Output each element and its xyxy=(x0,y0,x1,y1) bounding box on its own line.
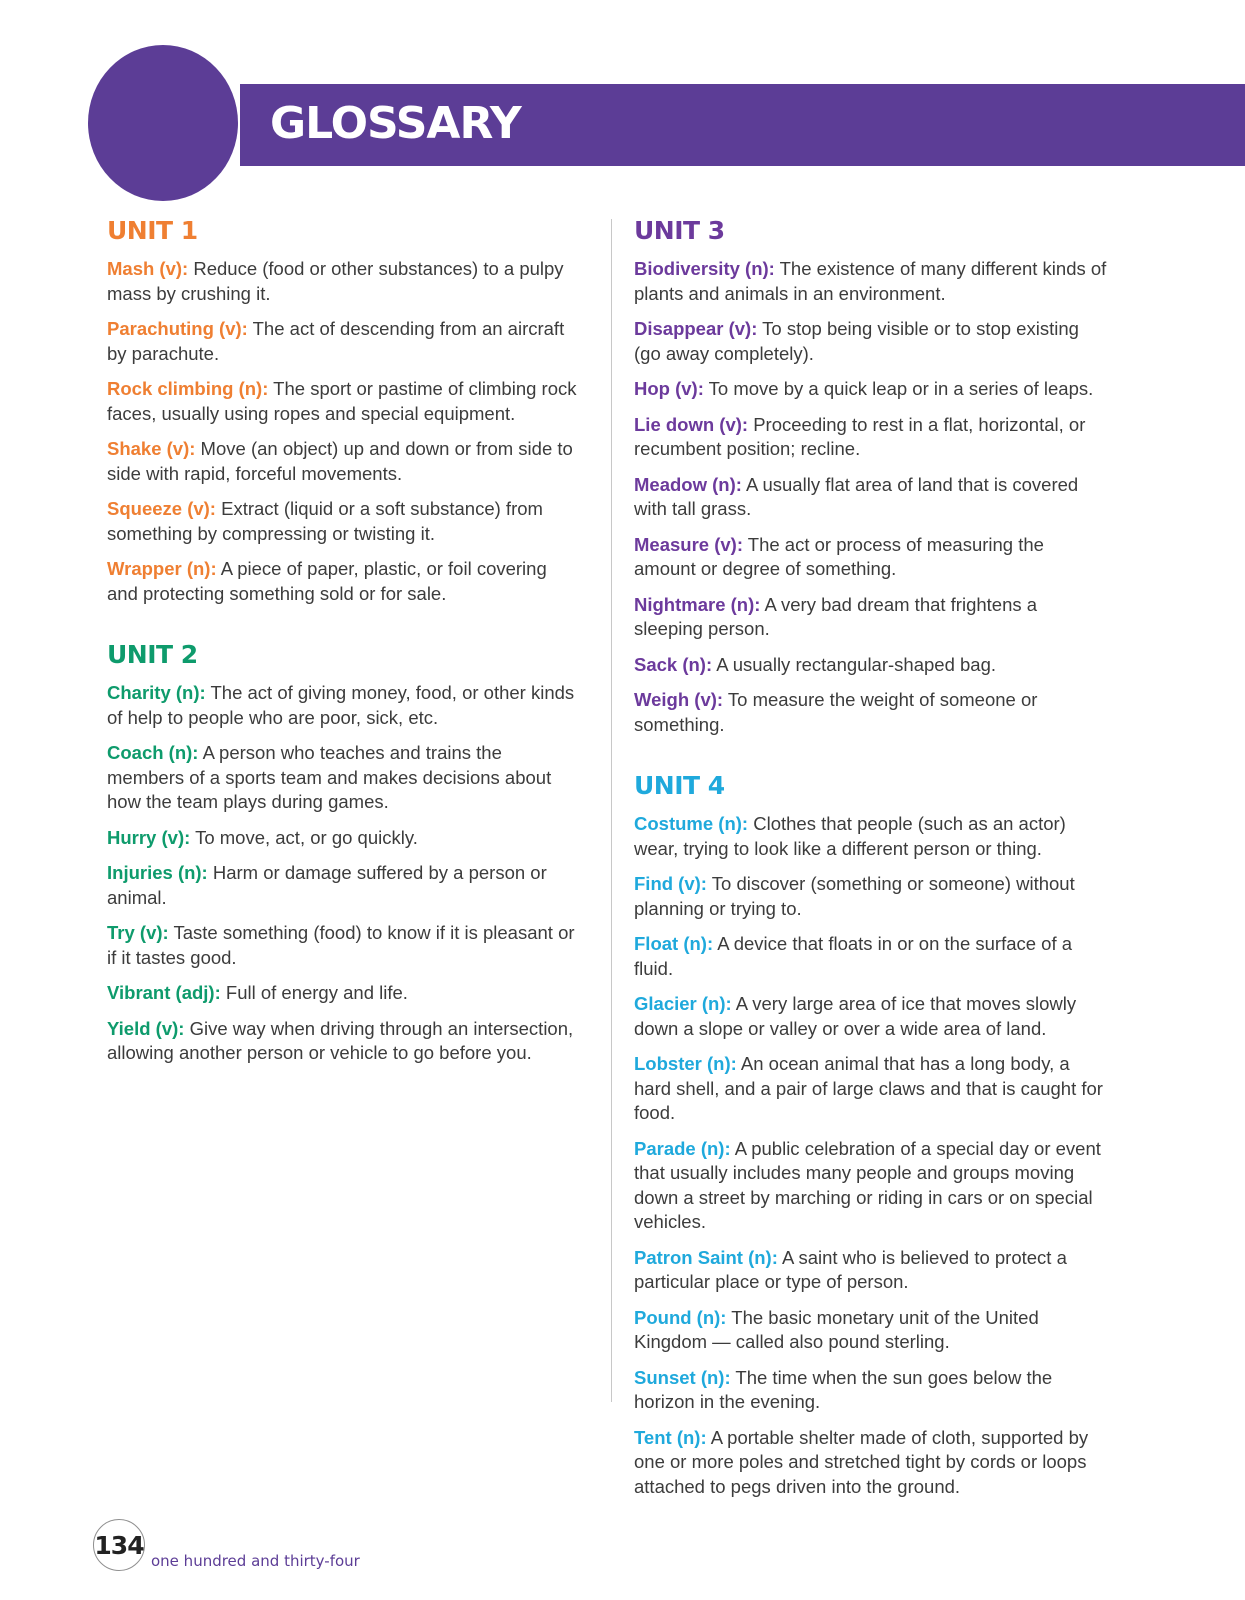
entry-term: Hop (v): xyxy=(634,378,704,399)
entry-term: Shake (v): xyxy=(107,438,196,459)
entry-definition: A person who teaches and trains the members of a sports team and makes decisions about how the team plays during games. xyxy=(107,742,552,812)
glossary-entry xyxy=(107,257,577,306)
entry-definition: To discover (something or someone) without planning or trying to. xyxy=(634,873,1075,919)
entry-definition: An ocean animal that has a long body, a hard shell, and a pair of large claws and that is caught for food. xyxy=(634,1053,1103,1123)
entry-term: Float (n): xyxy=(634,933,714,954)
entry-definition: A very large area of ice that moves slowly down a slope or valley or over a wide area of land. xyxy=(634,993,1077,1039)
entry-definition: A piece of paper, plastic, or foil covering and protecting something sold or for sale. xyxy=(107,558,547,604)
page-number: 134 xyxy=(94,1531,144,1560)
entry-term: Squeeze (v): xyxy=(107,498,216,519)
entry-term: Biodiversity (n): xyxy=(634,258,775,279)
entry-term: Disappear (v): xyxy=(634,318,758,339)
right-column xyxy=(634,216,1109,1533)
glossary-entry xyxy=(634,1137,1109,1235)
entry-definition: To measure the weight of someone or something. xyxy=(634,689,1038,735)
entry-definition: The act of giving money, food, or other kinds of help to people who are poor, sick, etc. xyxy=(107,682,575,728)
entry-term: Rock climbing (n): xyxy=(107,378,269,399)
glossary-entry xyxy=(107,741,577,815)
unit-1-section xyxy=(107,216,577,606)
entry-term: Mash (v): xyxy=(107,258,189,279)
entry-term: Sack (n): xyxy=(634,653,713,675)
entry-definition: A usually flat area of land that is covered with tall grass. xyxy=(634,473,1079,519)
entry-term: Yield (v): xyxy=(107,1017,185,1039)
unit-heading: UNIT 4 xyxy=(634,771,725,800)
glossary-entry xyxy=(634,257,1109,306)
glossary-entry xyxy=(107,826,577,851)
entry-term: Nightmare (n): xyxy=(634,593,761,615)
entry-term: Pound (n): xyxy=(634,1306,727,1328)
entry-definition: Proceeding to rest in a flat, horizontal, or recumbent position; recline. xyxy=(634,413,1086,459)
glossary-entry xyxy=(107,557,577,606)
unit-heading: UNIT 2 xyxy=(107,640,198,669)
entry-definition: The sport or pastime of climbing rock faces, usually using ropes and special equipment. xyxy=(107,378,577,424)
column-divider xyxy=(611,219,612,1402)
left-column xyxy=(107,216,577,1100)
unit-heading: UNIT 3 xyxy=(634,216,725,245)
glossary-entry xyxy=(107,981,577,1006)
page-number-words: one hundred and thirty-four xyxy=(151,1552,360,1570)
entry-definition: A device that floats in or on the surface of a fluid. xyxy=(634,933,1073,979)
glossary-entry xyxy=(107,1017,577,1066)
glossary-entry xyxy=(634,688,1109,737)
unit-2-section xyxy=(107,640,577,1066)
entry-term: Patron Saint (n): xyxy=(634,1246,778,1268)
entry-definition: A very bad dream that frightens a sleeping person. xyxy=(634,593,1038,639)
glossary-entry xyxy=(634,932,1109,981)
entry-definition: The act or process of measuring the amount or degree of something. xyxy=(634,533,1044,579)
entry-term: Weigh (v): xyxy=(634,689,724,710)
glossary-entry xyxy=(107,861,577,910)
entry-term: Tent (n): xyxy=(634,1426,707,1448)
entry-term: Costume (n): xyxy=(634,813,749,834)
entry-definition: Move (an object) up and down or from side to side with rapid, forceful movements. xyxy=(107,438,573,484)
entry-definition: Clothes that people (such as an actor) wear, trying to look like a different person or thing. xyxy=(634,813,1066,859)
glossary-entry xyxy=(634,653,1109,678)
entry-term: Try (v): xyxy=(107,922,169,943)
entry-term: Parachuting (v): xyxy=(107,318,248,339)
entry-term: Measure (v): xyxy=(634,533,743,555)
glossary-entry xyxy=(634,812,1109,861)
entry-definition: A saint who is believed to protect a particular place or type of person. xyxy=(634,1246,1067,1292)
entry-definition: Extract (liquid or a soft substance) from something by compressing or twisting it. xyxy=(107,498,543,544)
unit-4-section xyxy=(634,771,1109,1499)
entry-definition: To move, act, or go quickly. xyxy=(190,826,418,848)
glossary-entry xyxy=(634,872,1109,921)
entry-term: Vibrant (adj): xyxy=(107,982,221,1003)
entry-definition: Taste something (food) to know if it is pleasant or if it tastes good. xyxy=(107,922,575,968)
glossary-entry xyxy=(634,317,1109,366)
entry-definition: The existence of many different kinds of plants and animals in an environment. xyxy=(634,258,1107,304)
entry-definition: A usually rectangular-shaped bag. xyxy=(712,653,996,675)
entry-definition: Reduce (food or other substances) to a pulpy mass by crushing it. xyxy=(107,258,564,304)
glossary-entry xyxy=(634,1052,1109,1126)
entry-definition: The act of descending from an aircraft by parachute. xyxy=(107,318,565,364)
entry-definition: The basic monetary unit of the United Kingdom — called also pound sterling. xyxy=(634,1306,1039,1352)
glossary-entry xyxy=(634,593,1109,642)
entry-definition: Give way when driving through an intersection, allowing another person or vehicle to go before you. xyxy=(107,1017,574,1063)
glossary-entry xyxy=(634,1426,1109,1500)
entry-definition: A portable shelter made of cloth, supported by one or more poles and stretched tight by cords or loops attached to pegs driven into the ground. xyxy=(634,1426,1089,1497)
entry-definition: To stop being visible or to stop existing (go away completely). xyxy=(634,318,1079,364)
glossary-entry xyxy=(634,473,1109,522)
glossary-entry xyxy=(107,497,577,546)
page-title: GLOSSARY xyxy=(270,98,521,149)
glossary-entry xyxy=(107,681,577,730)
entry-term: Charity (n): xyxy=(107,682,206,703)
entry-definition: Full of energy and life. xyxy=(220,982,408,1003)
entry-term: Find (v): xyxy=(634,873,707,894)
entry-definition: A public celebration of a special day or event that usually includes many people and groups moving down a street by marching or riding in cars or on special vehicles. xyxy=(634,1137,1101,1232)
entry-term: Wrapper (n): xyxy=(107,558,217,579)
title-circle xyxy=(88,45,238,201)
glossary-entry xyxy=(634,377,1109,402)
unit-heading: UNIT 1 xyxy=(107,216,198,245)
entry-term: Hurry (v): xyxy=(107,826,191,848)
glossary-entry xyxy=(107,377,577,426)
glossary-entry xyxy=(107,317,577,366)
glossary-entry xyxy=(107,437,577,486)
entry-definition: The time when the sun goes below the horizon in the evening. xyxy=(634,1366,1053,1412)
glossary-entry xyxy=(634,1246,1109,1295)
entry-term: Injuries (n): xyxy=(107,862,208,883)
entry-term: Lie down (v): xyxy=(634,413,749,435)
glossary-entry xyxy=(634,992,1109,1041)
entry-term: Meadow (n): xyxy=(634,473,742,495)
glossary-entry xyxy=(634,1366,1109,1415)
entry-definition: To move by a quick leap or in a series of leaps. xyxy=(703,378,1094,399)
unit-3-section xyxy=(634,216,1109,737)
entry-term: Parade (n): xyxy=(634,1137,731,1159)
glossary-entry xyxy=(634,1306,1109,1355)
entry-term: Coach (n): xyxy=(107,742,199,763)
entry-term: Lobster (n): xyxy=(634,1053,737,1074)
glossary-entry xyxy=(634,533,1109,582)
glossary-entry xyxy=(634,413,1109,462)
entry-term: Sunset (n): xyxy=(634,1366,731,1388)
entry-term: Glacier (n): xyxy=(634,993,732,1014)
entry-definition: Harm or damage suffered by a person or animal. xyxy=(107,862,547,908)
glossary-entry xyxy=(107,921,577,970)
